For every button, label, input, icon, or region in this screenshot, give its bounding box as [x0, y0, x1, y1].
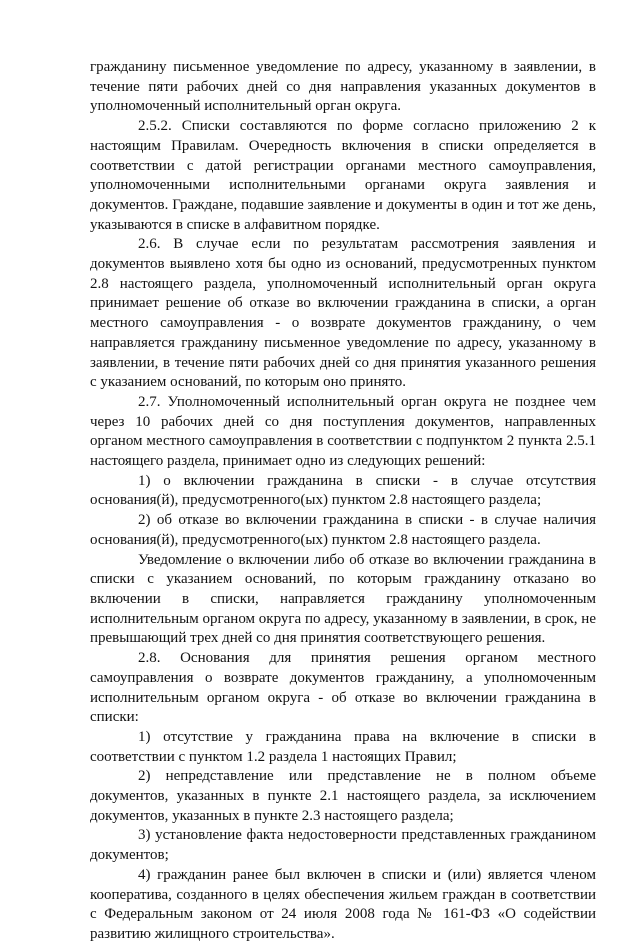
paragraph-2-7-item-2: 2) об отказе во включении гражданина в списки - в случае наличия основания(й), предусмотренного(ых) пунктом 2.8 настоящего раздела. [90, 512, 596, 548]
paragraph-2-8: 2.8. Основания для принятия решения органом местного самоуправления о возврате документов гражданину, а уполномоченным исполнительным органом округа - об отказе во включении гражданина в списки: [90, 650, 596, 726]
paragraph-2-8-item-4: 4) гражданин ранее был включен в списки и (или) является членом кооператива, созданного в целях обеспечения жильем граждан в соответствии с Федеральным законом от 24 июля 2008 года № 161-ФЗ «О содействии развитию жилищного строительства». [90, 866, 596, 942]
paragraph-2-7: 2.7. Уполномоченный исполнительный орган округа не позднее чем через 10 рабочих дней со дня поступления документов, направленных органом местного самоуправления в соответствии с подпунктом 2 пункта 2.5.1 настоящего раздела, принимает одно из следующих решений: [90, 393, 596, 470]
paragraph-2-7-item-1: 1) о включении гражданина в списки - в случае отсутствия основания(й), предусмотренного(ых) пунктом 2.8 настоящего раздела; [90, 472, 596, 509]
paragraph-notification: Уведомление о включении либо об отказе во включении гражданина в списки с указанием оснований, по которым гражданину отказано во включении в списки, направляется гражданину уполномоченным исполнительным органом округа по адресу, указанному в заявлении, в срок, не превышающий трех дней со дня принятия соответствующего решения. [90, 551, 596, 647]
paragraph-2-8-item-1: 1) отсутствие у гражданина права на включение в списки в соответствии с пунктом 1.2 раздела 1 настоящих Правил; [90, 728, 596, 765]
paragraph-2-6: 2.6. В случае если по результатам рассмотрения заявления и документов выявлено хотя бы одно из оснований, предусмотренных пунктом 2.8 настоящего раздела, уполномоченный исполнительный орган округа принимает решение об отказе во включении гражданина в списки, а орган местного самоуправления - о возврате документов гражданину, о чем направляется гражданину письменное уведомление по адресу, указанному в заявлении, в течение пяти рабочих дней со дня принятия указанного решения с указанием оснований, по которым оно принято. [90, 236, 596, 391]
paragraph-2-5-2: 2.5.2. Списки составляются по форме согласно приложению 2 к настоящим Правилам. Очередность включения в списки определяется в соответствии с датой регистрации органами местного самоуправления, уполномоченными исполнительными органами округа заявления и документов. Граждане, подавшие заявление и документы в один и тот же день, указываются в списке в алфавитном порядке. [90, 118, 596, 233]
paragraph-continuation: гражданину письменное уведомление по адресу, указанному в заявлении, в течение пяти рабочих дней со дня направления указанных документов в уполномоченный исполнительный орган округа. [90, 59, 596, 115]
paragraph-2-8-item-3: 3) установление факта недостоверности представленных гражданином документов; [90, 827, 596, 864]
document-page [90, 58, 596, 945]
paragraph-2-8-item-2: 2) непредставление или представление не в полном объеме документов, указанных в пункте 2.1 настоящего раздела, за исключением документов, указанных в пункте 2.3 настоящего раздела; [90, 768, 596, 824]
